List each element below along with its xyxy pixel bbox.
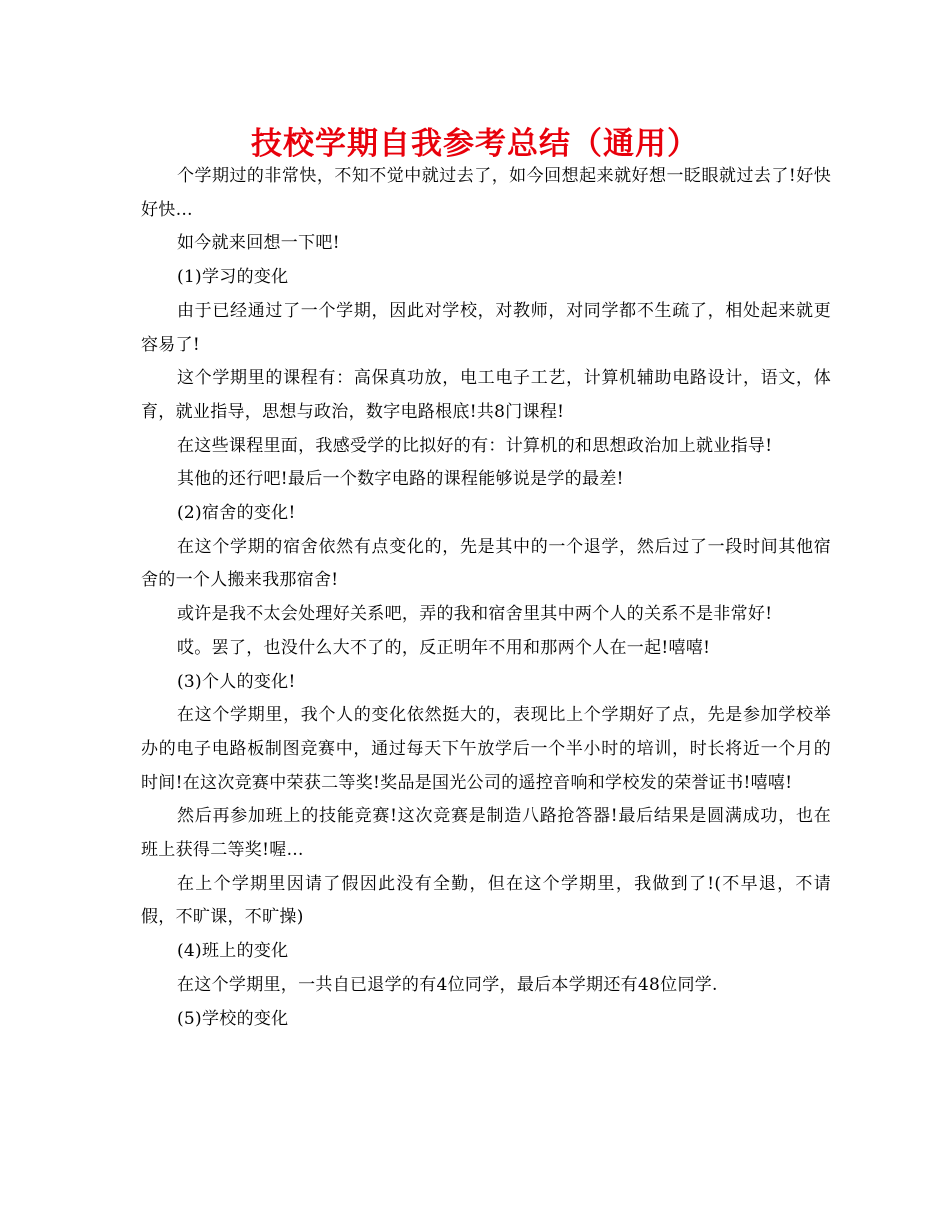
paragraph: 其他的还行吧!最后一个数字电路的课程能够说是学的最差!	[177, 469, 624, 490]
paragraph: 哎。罢了，也没什么大不了的，反正明年不用和那两个人在一起!嘻嘻!	[177, 637, 711, 658]
paragraph: 在上个学期里因请了假因此没有全勤，但在这个学期里，我做到了!(不早退，不请假，不旷课，不旷操)	[141, 873, 831, 928]
paragraph: 在这个学期的宿舍依然有点变化的，先是其中的一个退学，然后过了一段时间其他宿舍的一个人搬来我那宿舍!	[141, 536, 831, 591]
paragraph: 在这个学期里，我个人的变化依然挺大的，表现比上个学期好了点，先是参加学校举办的电子电路板制图竞赛中，通过每天下午放学后一个半小时的培训，时长将近一个月的时间!在这次竞赛中荣获二等奖!奖品是国光公司的遥控音响和学校发的荣誉证书!嘻嘻!	[141, 705, 831, 793]
paragraph: 由于已经通过了一个学期，因此对学校，对教师，对同学都不生疏了，相处起来就更容易了!	[141, 300, 831, 355]
paragraph: 在这些课程里面，我感受学的比拟好的有：计算机的和思想政治加上就业指导!	[177, 435, 773, 456]
section-heading: (3)个人的变化!	[177, 671, 296, 692]
section-heading: (4)班上的变化	[177, 941, 289, 962]
section-heading: (2)宿舍的变化!	[177, 503, 296, 524]
paragraph: 个学期过的非常快，不知不觉中就过去了，如今回想起来就好想一眨眼就过去了!好快好快…	[141, 166, 831, 220]
paragraph: 然后再参加班上的技能竞赛!这次竞赛是制造八路抢答器!最后结果是圆满成功，也在班上获得二等奖!喔…	[141, 806, 831, 861]
section-heading: (5)学校的变化	[177, 1008, 289, 1029]
paragraph: 在这个学期里，一共自已退学的有4位同学，最后本学期还有48位同学.	[177, 974, 718, 995]
paragraph: 或许是我不太会处理好关系吧，弄的我和宿舍里其中两个人的关系不是非常好!	[177, 604, 773, 625]
document-title: 技校学期自我参考总结（通用）	[251, 126, 699, 162]
paragraph: 这个学期里的课程有：高保真功放，电工电子工艺，计算机辅助电路设计，语文，体育，就业指导，思想与政治，数字电路根底!共8门课程!	[141, 368, 831, 422]
section-heading: (1)学习的变化	[177, 267, 289, 288]
document-body	[141, 160, 831, 1036]
paragraph: 如今就来回想一下吧!	[177, 233, 340, 254]
